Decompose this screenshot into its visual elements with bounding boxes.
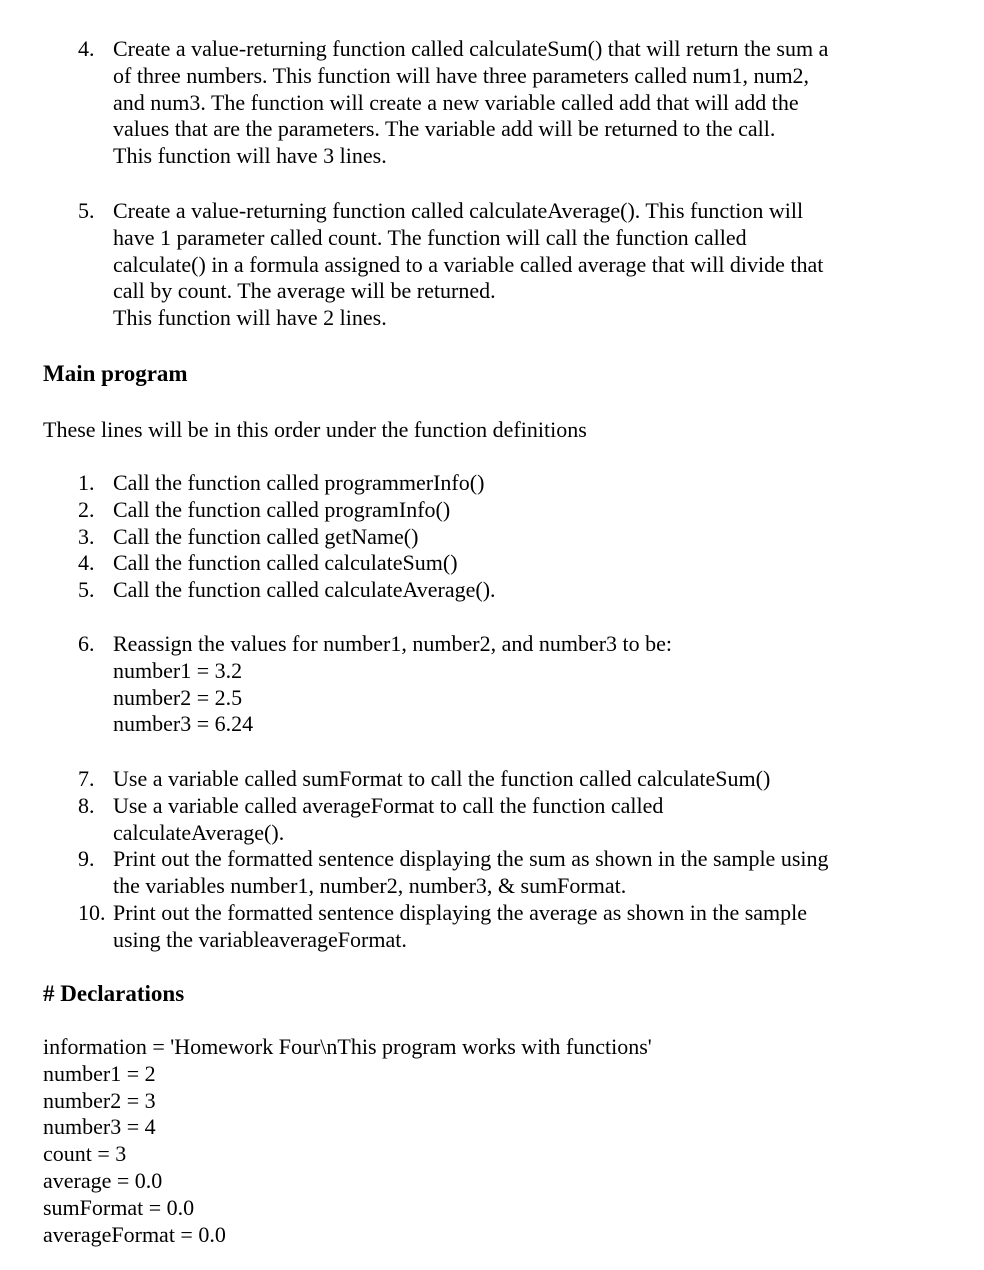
list-item [78,524,898,551]
list-text-line: Call the function called calculateAverage(). [113,577,496,603]
list-text-line: and num3. The function will create a new variable called add that will add the [113,89,799,115]
list-number: 5. [78,198,95,223]
main-program-intro: These lines will be in this order under the function definitions [43,417,587,442]
list-number: 10. [78,899,106,925]
list-text-line: call by count. The average will be returned. [113,278,496,304]
assignment-line: number1 = 3.2 [113,657,243,683]
list-text-line: using the variableaverageFormat. [113,926,407,952]
declaration-line: number1 = 2 [43,1060,156,1086]
list-item [78,577,898,604]
list-text-line: Use a variable called sumFormat to call the function called calculateSum() [113,766,771,791]
list-number: 2. [78,496,95,522]
list-item [78,470,898,497]
list-number: 4. [78,36,95,61]
declaration-line: sumFormat = 0.0 [43,1194,195,1220]
declarations-heading: # Declarations [43,981,185,1006]
list-item-8 [78,793,898,847]
list-text-line: the variables number1, number2, number3, & sumFormat. [113,873,627,899]
list-text-line: values that are the parameters. The variable add will be returned to the call. [113,116,776,142]
list-item-4 [78,36,898,170]
step-list-b [78,766,898,954]
list-item [78,497,898,524]
list-item-7 [78,766,898,793]
list-number: 3. [78,523,95,549]
list-number: 6. [78,631,95,656]
list-text-line: Use a variable called averageFormat to call the function called [113,792,664,818]
list-text-line: Print out the formatted sentence displaying the average as shown in the sample [113,899,808,925]
list-number: 9. [78,846,95,872]
list-item-10 [78,900,898,954]
list-text-line: This function will have 3 lines. [113,143,387,169]
list-text-line: Create a value-returning function called calculateAverage(). This function will [113,198,804,223]
list-number: 8. [78,792,95,818]
list-text-line: have 1 parameter called count. The function will call the function called [113,224,747,250]
declaration-line: average = 0.0 [43,1167,163,1193]
declaration-line: number2 = 3 [43,1087,156,1113]
list-text-line: Print out the formatted sentence displaying the sum as shown in the sample using [113,846,829,872]
declaration-line: number3 = 4 [43,1114,156,1140]
list-number: 4. [78,550,95,576]
declarations-block [43,1034,652,1248]
list-number: 7. [78,766,95,791]
list-text-line: Reassign the values for number1, number2, and number3 to be: [113,631,673,656]
list-text-line: Call the function called calculateSum() [113,550,458,576]
list-number: 1. [78,470,95,495]
list-text-line: This function will have 2 lines. [113,305,387,331]
list-text-line: Call the function called programInfo() [113,496,451,522]
list-item-5 [78,198,898,332]
step-list-a [78,470,898,604]
list-text-line: Create a value-returning function called calculateSum() that will return the sum a [113,36,829,61]
declaration-line: count = 3 [43,1141,127,1167]
declaration-line: information = 'Homework Four\nThis program works with functions' [43,1034,652,1059]
list-text-line: Call the function called programmerInfo() [113,470,485,495]
list-number: 5. [78,577,95,603]
list-text-line: of three numbers. This function will have three parameters called num1, num2, [113,62,810,88]
assignment-line: number3 = 6.24 [113,711,254,737]
declaration-line: averageFormat = 0.0 [43,1221,226,1247]
list-text-line: Call the function called getName() [113,523,419,549]
list-text-line: calculateAverage(). [113,819,285,845]
list-item-9 [78,846,898,900]
assignment-line: number2 = 2.5 [113,684,243,710]
list-text-line: calculate() in a formula assigned to a variable called average that will divide that [113,251,824,277]
list-item-6 [78,631,898,738]
main-program-heading: Main program [43,361,188,386]
list-item [78,550,898,577]
